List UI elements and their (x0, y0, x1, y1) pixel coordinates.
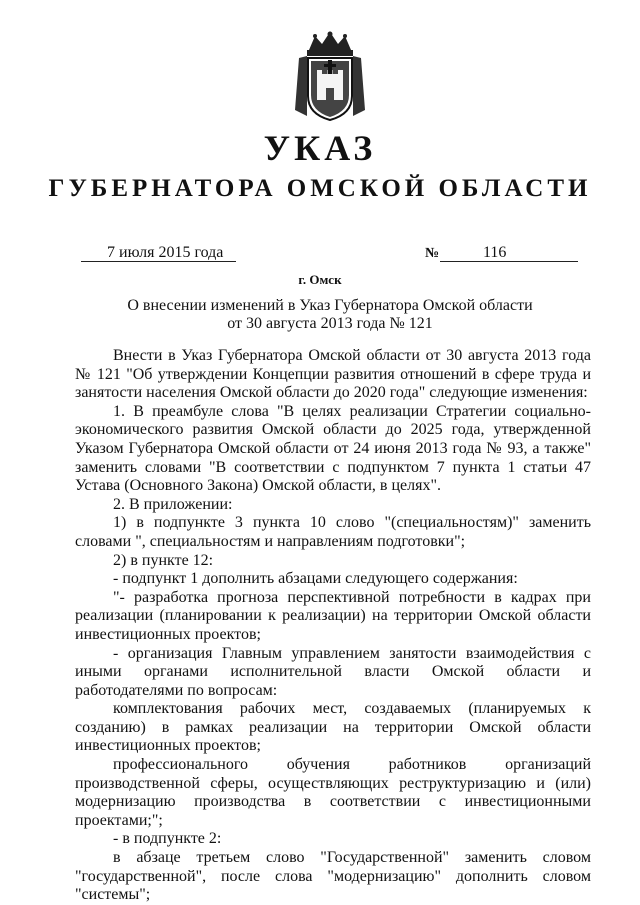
document-title: УКАЗ (263, 128, 377, 168)
subject-line: О внесении изменений в Указ Губернатора Омской области (127, 297, 533, 314)
decree-body (75, 347, 591, 905)
body-paragraph: - в подпункте 2: (113, 830, 222, 848)
body-paragraph: комплектования рабочих мест, создаваемых (планируемых к созданию) в рамках реализации на территории Омской области инвестиционных проектов; (75, 700, 591, 755)
body-paragraph: - подпункт 1 дополнить абзацами следующего содержания: (113, 570, 518, 588)
body-paragraph: - организация Главным управлением занятости взаимодействия с иными органами исполнительной власти Омской области и работодателями по вопросам: (75, 644, 591, 699)
body-paragraph: "- разработка прогноза перспективной потребности в кадрах при реализации (планировании к реализации) на территории Омской области инвестиционных проектов; (75, 588, 591, 643)
coat-of-arms-emblem (289, 30, 371, 122)
omsk-coat-of-arms-icon (289, 30, 371, 122)
body-paragraph: профессионального обучения работников организаций производственной сферы, осуществляющих реструктуризацию и (или) модернизацию производства в соответствии с инвестиционными проектами;"; (75, 756, 591, 829)
document-subtitle: ГУБЕРНАТОРА ОМСКОЙ ОБЛАСТИ (48, 175, 592, 202)
decree-number: 116 (440, 244, 578, 262)
decree-date: 7 июля 2015 года (81, 244, 236, 262)
body-paragraph: 2) в пункте 12: (113, 551, 214, 569)
decree-city: г. Омск (298, 272, 342, 287)
number-label: № (425, 246, 440, 261)
body-paragraph: 2. В приложении: (113, 495, 233, 513)
body-paragraph: Внести в Указ Губернатора Омской области от 30 августа 2013 года № 121 "Об утверждении Концепции развития отношений в сфере труда и занятости населения Омской области до 2020 года" следующие изменения: (75, 347, 591, 402)
decree-subject (90, 297, 570, 333)
body-paragraph: 1. В преамбуле слова "В целях реализации Стратегии социально-экономического развития Омской области до 2025 года, утвержденной Указом Губернатора Омской области от 24 июня 2013 года № 93, а также" заменить словами "В соответствии с подпунктом 7 пункта 1 статьи 47 Устава (Основного Закона) Омской области, в целях". (75, 402, 591, 495)
body-paragraph: 1) в подпункте 3 пункта 10 слово "(специальностям)" заменить словами ", специальностям и направлениям подготовки"; (75, 514, 591, 550)
subject-line: от 30 августа 2013 года № 121 (227, 315, 433, 332)
body-paragraph: в абзаце третьем слово "Государственной" заменить словом "государственной", после слова "модернизацию" дополнить словом "системы"; (75, 849, 591, 904)
